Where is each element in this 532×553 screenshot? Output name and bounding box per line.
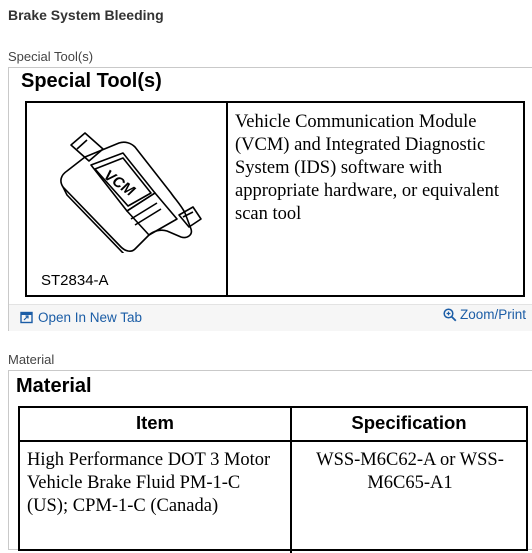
- material-section-label: Material: [8, 352, 55, 367]
- material-col-divider: [290, 408, 292, 553]
- zoom-print-label: Zoom/Print: [460, 307, 527, 322]
- material-panel: [8, 370, 532, 550]
- special-tools-heading: Special Tool(s): [21, 70, 162, 92]
- material-table: [18, 406, 528, 551]
- special-tools-panel: [8, 67, 532, 331]
- special-tools-section-label: Special Tool(s): [8, 49, 94, 64]
- zoom-print-link[interactable]: [443, 307, 526, 322]
- tool-panel-footer: [9, 304, 532, 331]
- tool-description: Vehicle Communication Module (VCM) and Integrated Diagnostic System (IDS) software with appropriate hardware, or equivalent scan tool: [235, 112, 500, 224]
- material-heading: Material: [16, 375, 92, 397]
- open-in-new-tab-link[interactable]: [20, 310, 142, 325]
- material-col-specification: Specification: [351, 412, 467, 433]
- open-in-new-tab-icon: [20, 311, 33, 324]
- vcm-module-illustration: [45, 123, 205, 253]
- tool-table-divider: [226, 103, 228, 295]
- special-tool-table: [25, 101, 525, 297]
- material-spec-cell: WSS-M6C62-A or WSS-M6C65-A1: [316, 450, 504, 493]
- open-in-new-tab-label: Open In New Tab: [38, 310, 143, 325]
- page-title: Brake System Bleeding: [8, 7, 164, 23]
- material-item-cell: High Performance DOT 3 Motor Vehicle Brake Fluid PM-1-C (US); CPM-1-C (Canada): [27, 450, 271, 516]
- zoom-magnifier-icon: [443, 308, 457, 322]
- vcm-label-text: VCM: [100, 166, 138, 200]
- material-header-divider: [20, 440, 526, 442]
- material-col-item: Item: [135, 412, 175, 433]
- tool-caption: ST2834-A: [41, 272, 109, 289]
